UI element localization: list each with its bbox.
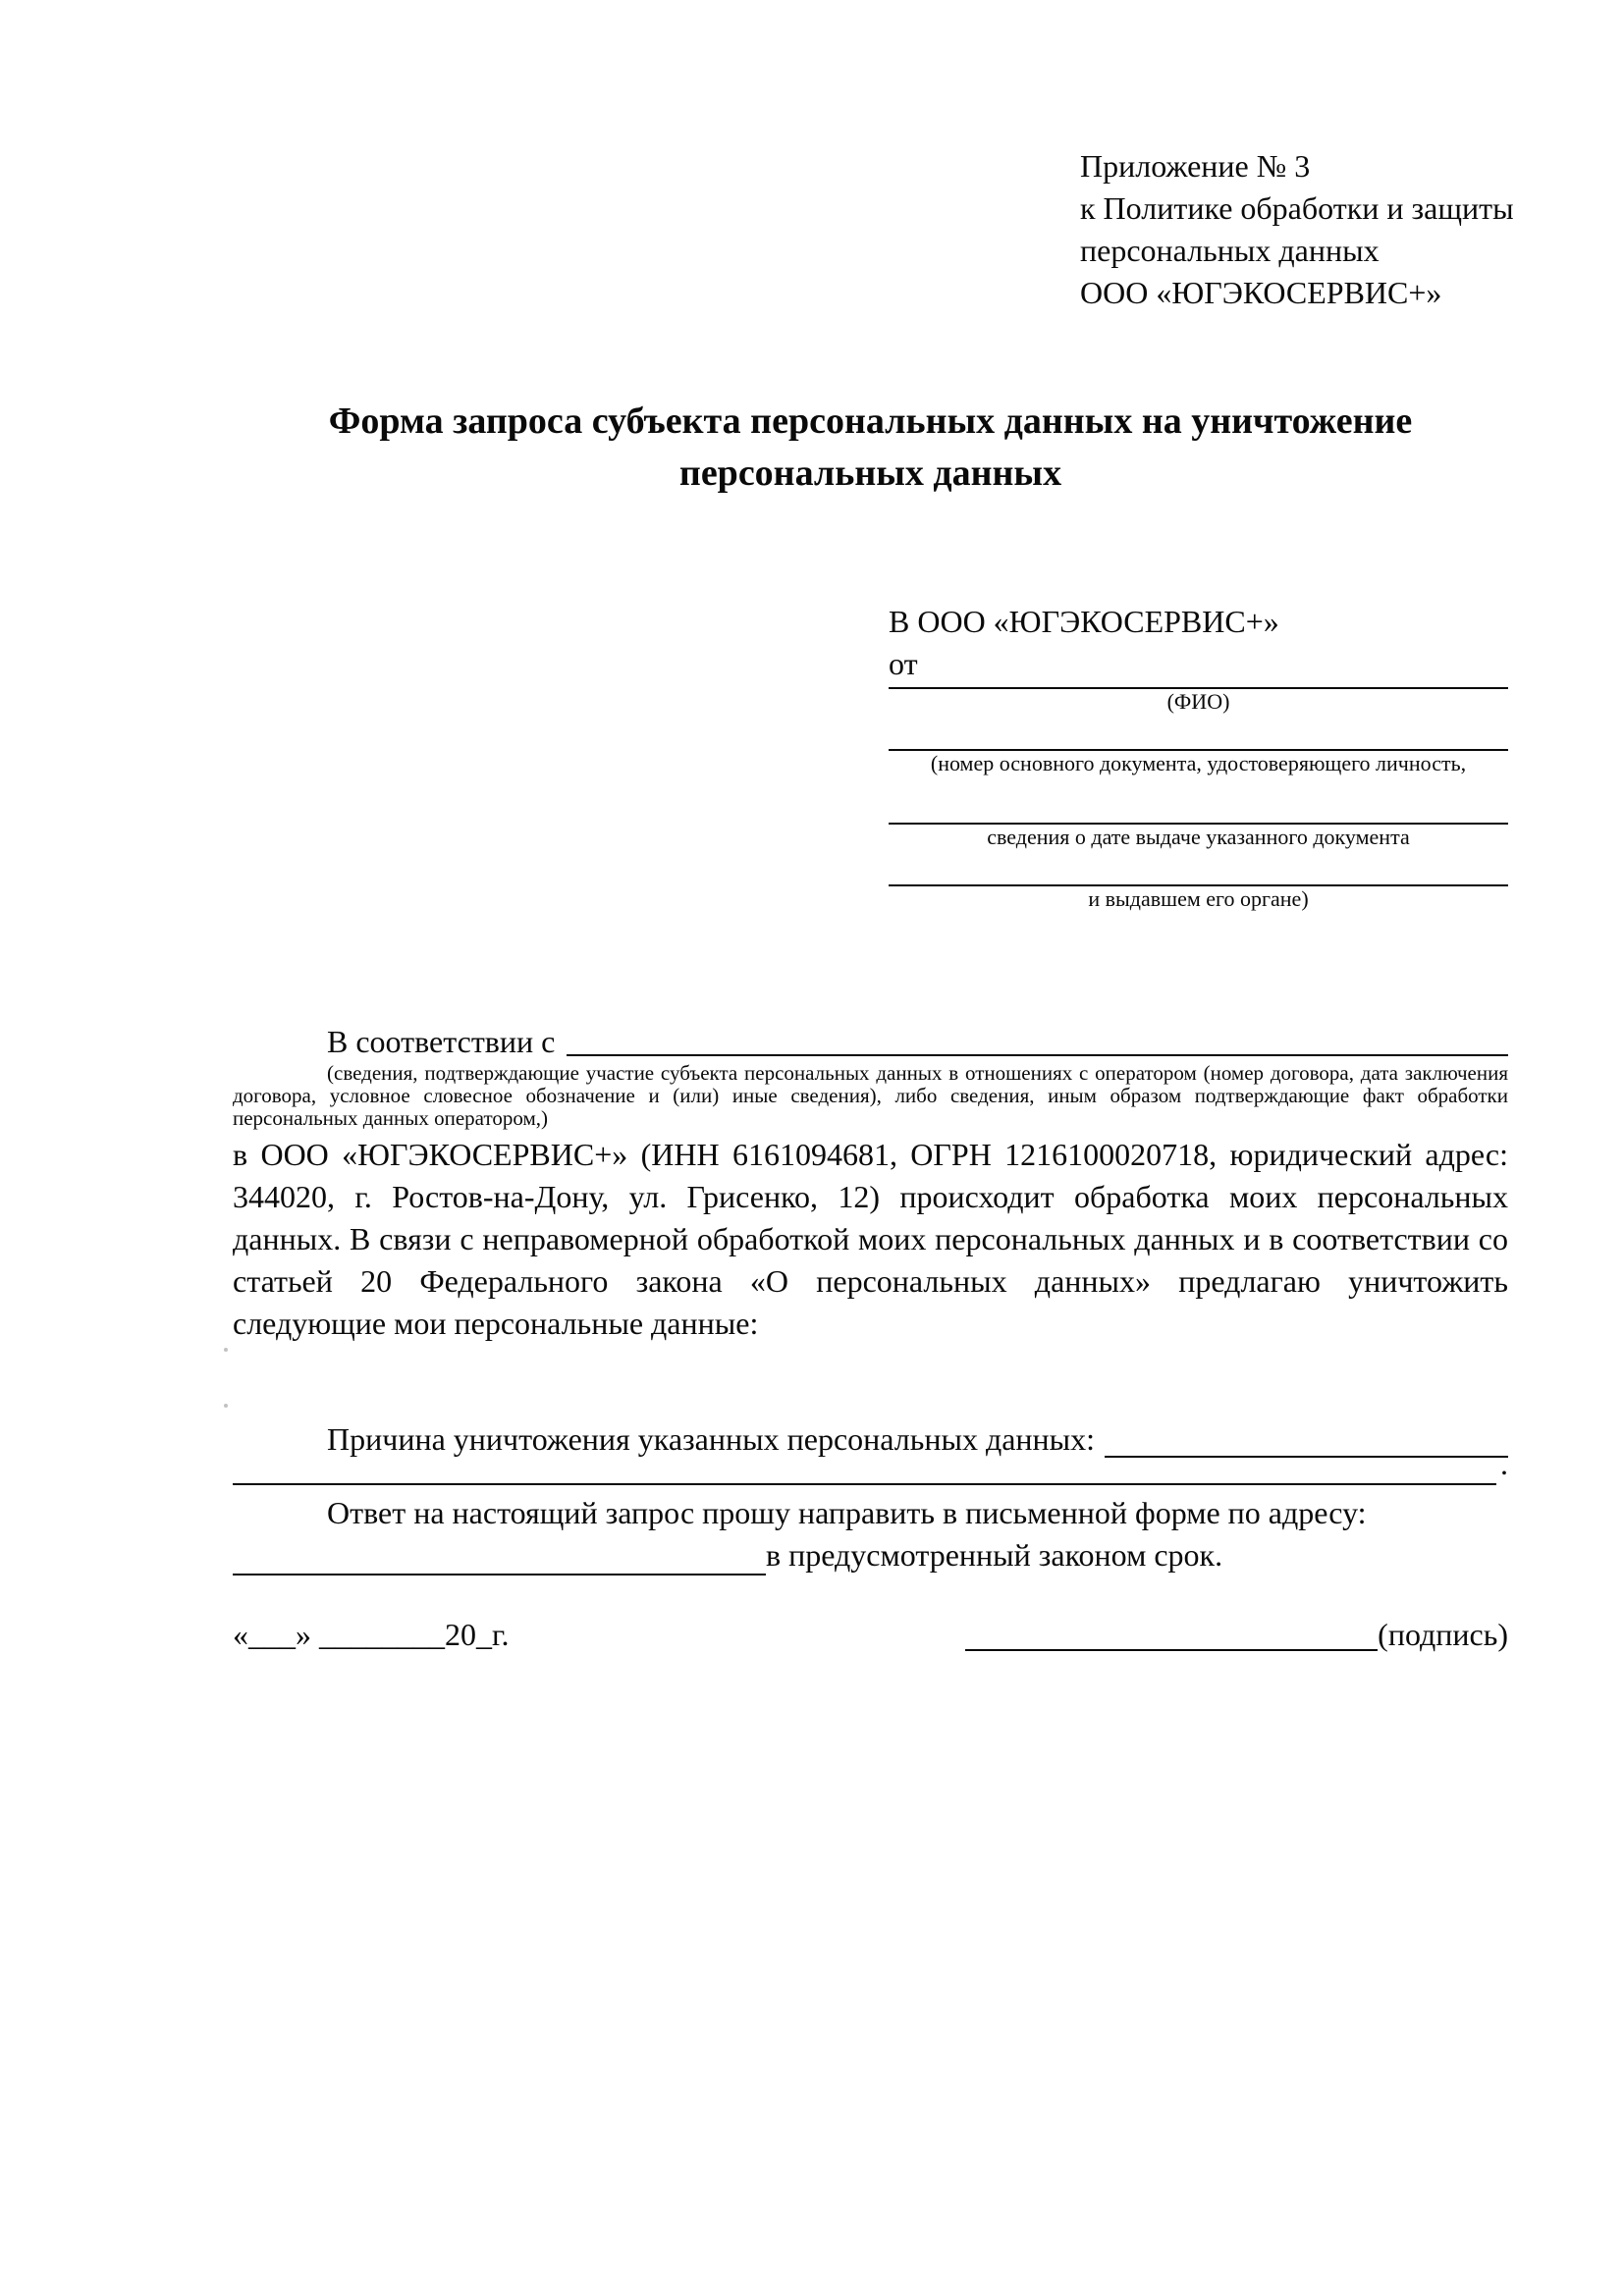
document-number-blank-line — [889, 715, 1508, 751]
answer-request-line: Ответ на настоящий запрос прошу направить в письменной форме по адресу: — [327, 1495, 1367, 1530]
reason-continuation-row — [233, 1443, 1508, 1485]
appendix-header-block — [1080, 145, 1551, 314]
date-line: «___» ________20_г. — [233, 1617, 510, 1652]
fio-caption: (ФИО) — [1166, 689, 1230, 714]
stray-dot — [224, 1348, 228, 1352]
addressee-from-label: от — [889, 646, 918, 681]
addressee-block — [889, 601, 1508, 912]
document-caption: и выдавшем его органе) — [1088, 886, 1309, 911]
accordance-note: (сведения, подтверждающие участие субъекта персональных данных в отношениях с оператором (номер договора, дата заключения договора, условное словесное обозначение и (или) иные сведения), либо сведения, иным образом подтверждающие факт обработки персональных данных оператором,) — [233, 1061, 1508, 1130]
reason-label: Причина уничтожения указанных персональных данных: — [327, 1421, 1096, 1457]
document-caption: сведения о дате выдаче указанного документа — [987, 825, 1410, 849]
answer-address-row — [233, 1534, 1508, 1576]
accordance-label: В соответствии с — [327, 1024, 556, 1059]
signature-blank-line — [965, 1612, 1378, 1651]
period-mark: . — [1500, 1446, 1508, 1481]
document-date-blank-line — [889, 776, 1508, 825]
page-title: Форма запроса субъекта персональных данных на уничтожение персональных данных — [328, 400, 1413, 494]
stray-dot — [224, 1404, 228, 1408]
accordance-row — [233, 1021, 1508, 1063]
address-blank-line — [233, 1534, 766, 1575]
document-caption: (номер основного документа, удостоверяющего личность, — [930, 751, 1467, 775]
header-line: ООО «ЮГЭКОСЕРВИС+» — [1080, 275, 1442, 310]
signature-caption: (подпись) — [1378, 1617, 1508, 1652]
header-line: Приложение № 3 — [1080, 148, 1311, 184]
accordance-blank-line — [567, 1021, 1508, 1056]
header-line: к Политике обработки и защиты — [1080, 190, 1514, 226]
signature-group — [965, 1612, 1508, 1656]
addressee-organization: В ООО «ЮГЭКОСЕРВИС+» — [889, 604, 1279, 639]
main-paragraph: в ООО «ЮГЭКОСЕРВИС+» (ИНН 6161094681, ОГРН 1216100020718, юридический адрес: 344020, г. Ростов-на-Дону, ул. Грисенко, 12) происходит обработка моих персональных данных. В связи с неправомерной обработкой моих персональных данных и в соответствии со статьей 20 Федерального закона «О персональных данных» предлагаю уничтожить следующие мои персональные данные: — [233, 1137, 1508, 1341]
signature-row — [233, 1612, 1508, 1656]
continuation-blank-line — [233, 1451, 1496, 1485]
header-line: персональных данных — [1080, 233, 1380, 268]
document-issuer-blank-line — [889, 850, 1508, 886]
answer-deadline-text: в предусмотренный законом срок. — [766, 1537, 1223, 1573]
